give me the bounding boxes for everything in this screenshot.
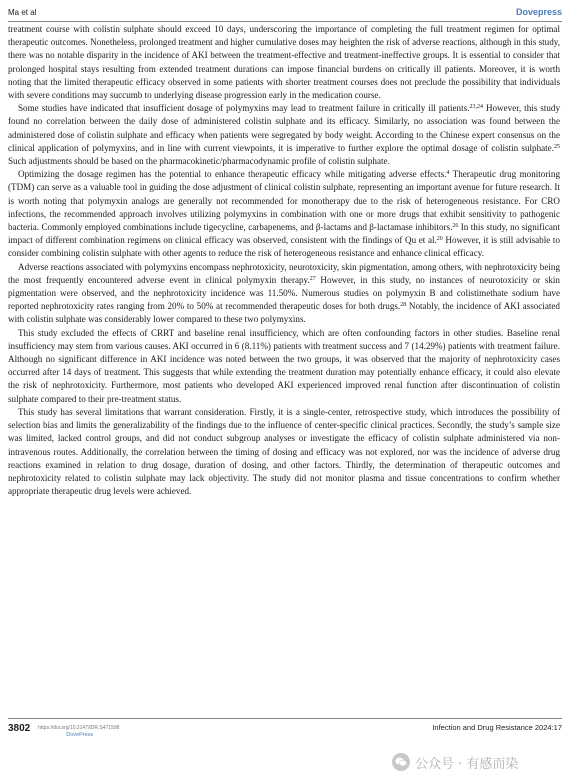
paragraph-text: However, this study found no correlation between the daily dose of administered colistin sulphate and its efficacy. Similarly, no association was found between the administered dose of colistin sulphate and efficacy when patients were segregated by body weight. According to the Chinese expert consensus on the clinical application of polymyxins, and in line with current viewpoints, it is imperative to further explore the optimal dosage of colistin sulphate. xyxy=(8,103,561,153)
citation-ref[interactable]: 20 xyxy=(436,236,443,243)
header-divider xyxy=(8,21,562,22)
footer-brand[interactable]: DovePress xyxy=(66,732,94,738)
running-author: Ma et al xyxy=(8,7,37,17)
paragraph-text: Adverse reactions associated with polymyxins encompass nephrotoxicity, neurotoxicity, skin pigmentation, among others, with nephrotoxicity being the most frequently encountered adverse event in clinical polymyxin therapy. xyxy=(8,261,560,285)
body-paragraph xyxy=(8,102,560,168)
paragraph-text: However, it is still advisable to consider combining colistin sulphate with other agents to reduce the risk of heterogeneous resistance and enhance clinical efficacy. xyxy=(8,235,560,259)
citation-ref[interactable]: 28 xyxy=(400,302,407,309)
body-paragraph xyxy=(8,406,560,498)
paragraph-text: In this study, no significant impact of different combination regimens on clinical efficacy was observed, consistent with the findings of Qu et al. xyxy=(8,222,560,246)
citation-ref[interactable]: 27 xyxy=(309,275,316,282)
citation-ref[interactable]: 26 xyxy=(452,223,459,230)
body-paragraph xyxy=(8,261,560,327)
running-header xyxy=(8,4,562,20)
paragraph-text: Such adjustments should be based on the pharmacokinetic/pharmacodynamic profile of colistin sulphate. xyxy=(8,156,390,167)
paragraph-text: Optimizing the dosage regimen has the potential to enhance therapeutic efficacy while mitigating adverse effects. xyxy=(18,169,447,180)
watermark xyxy=(392,751,562,773)
paragraph-text: However, in this study, no instances of neurotoxicity or skin pigmentation were observed, and the nephrotoxicity incidence was 11.50%. Numerous studies on polymyxin B and colistimethate sodium have reported nephrotoxicity rates ranging from 20% to 50% at recommended therapeutic doses for both drugs. xyxy=(8,274,560,312)
paragraph-text: treatment course with colistin sulphate should exceed 10 days, underscoring the importance of completing the full treatment regimen for optimal therapeutic outcomes. Nonetheless, prolonged treatment and higher cumulative doses may heighten the risk of adverse reactions, although in this study, there was no notable disparity in the incidence of AKI between the treatment-effective and treatment-ineffective groups. It is essential to consider that prolonged hospital stays resulting from extended treatment durations can impose financial burdens on critically ill patients. Moreover, it is worth noting that the limited therapeutic efficacy observed in some patients with shorter treatment courses does not preclude the possibility that individuals with severe conditions may succumb to underlying disease progression early in the medication course. xyxy=(8,24,560,101)
paragraph-text: This study has several limitations that warrant consideration. Firstly, it is a single-center, retrospective study, which introduces the possibility of selection bias and limits the generalizability of the findings due to the influence of center-specific clinical practices. Secondly, the study’s sample size was limited, lacked control groups, and did not conduct subgroup analyses or investigate the efficacy of colistin sulphate administered via non-intravenous routes. Additionally, the correlation between the timing of dosing and efficacy was not explored, nor was the incidence of adverse drug reactions examined in relation to drug dosage, duration of dosing, and other factors. Thirdly, the determination of therapeutic outcomes and nephrotoxicity related to colistin sulphate may lack objectivity. The study did not monitor plasma and tissue concentrations to confirm whether appropriate therapeutic drug levels were achieved. xyxy=(8,406,560,497)
wechat-icon xyxy=(392,753,410,771)
article-body xyxy=(8,23,560,498)
page-number: 3802 xyxy=(8,723,31,734)
citation-ref[interactable]: 23,24 xyxy=(469,104,483,111)
paragraph-text: This study excluded the effects of CRRT and baseline renal insufficiency, which are often confounding factors in other studies. Baseline renal insufficiency may stem from various causes. AKI occurred in 6 (8.11%) patients with treatment success and 7 (14.29%) patients with treatment failure. Although no significant difference in AKI incidence was noted between the two groups, it was observed that the majority of nephrotoxicity cases occurred after 14 days of treatment. This suggests that while extending the treatment duration may potentially enhance efficacy, it could also elevate the risk of nephrotoxicity. Furthermore, most patients who developed AKI experienced improved renal function after discontinuation of colistin sulphate compared to their pre-treatment status. xyxy=(8,327,560,404)
publisher-brand[interactable]: Dovepress xyxy=(515,7,562,17)
journal-citation: Infection and Drug Resistance 2024:17 xyxy=(432,723,562,732)
paragraph-text: Some studies have indicated that insufficient dosage of polymyxins may lead to treatment failure in critically ill patients. xyxy=(18,103,470,114)
body-paragraph xyxy=(8,23,560,102)
paragraph-text: Notably, the incidence of AKI associated with colistin sulphate was considerably lower compared to these two polymyxins. xyxy=(8,301,560,325)
body-paragraph xyxy=(8,168,560,260)
citation-ref[interactable]: 4 xyxy=(446,170,450,177)
footer-divider xyxy=(8,718,562,719)
watermark-text: 公众号 · 有感而染 xyxy=(415,756,519,772)
paragraph-text: Therapeutic drug monitoring (TDM) can serve as a valuable tool in guiding the dose adjustment of clinical colistin sulphate, representing an important avenue for future research. It is worth noting that polymyxin analogs are generally not recommended for monotherapy due to the risk of heterogeneous resistance. For CRO infections, the recommended approach involves utilizing polymyxins in combination with one or more drugs that exhibit sensitivity to pathogenic bacteria. Commonly employed combinations include tigecycline, carbapenems, and β-lactams and β-lactamase inhibitors. xyxy=(8,169,560,233)
body-paragraph xyxy=(8,327,560,406)
doi-link[interactable]: https://doi.org/10.2147/IDR.S471598 xyxy=(38,725,120,731)
citation-ref[interactable]: 25 xyxy=(554,143,560,150)
